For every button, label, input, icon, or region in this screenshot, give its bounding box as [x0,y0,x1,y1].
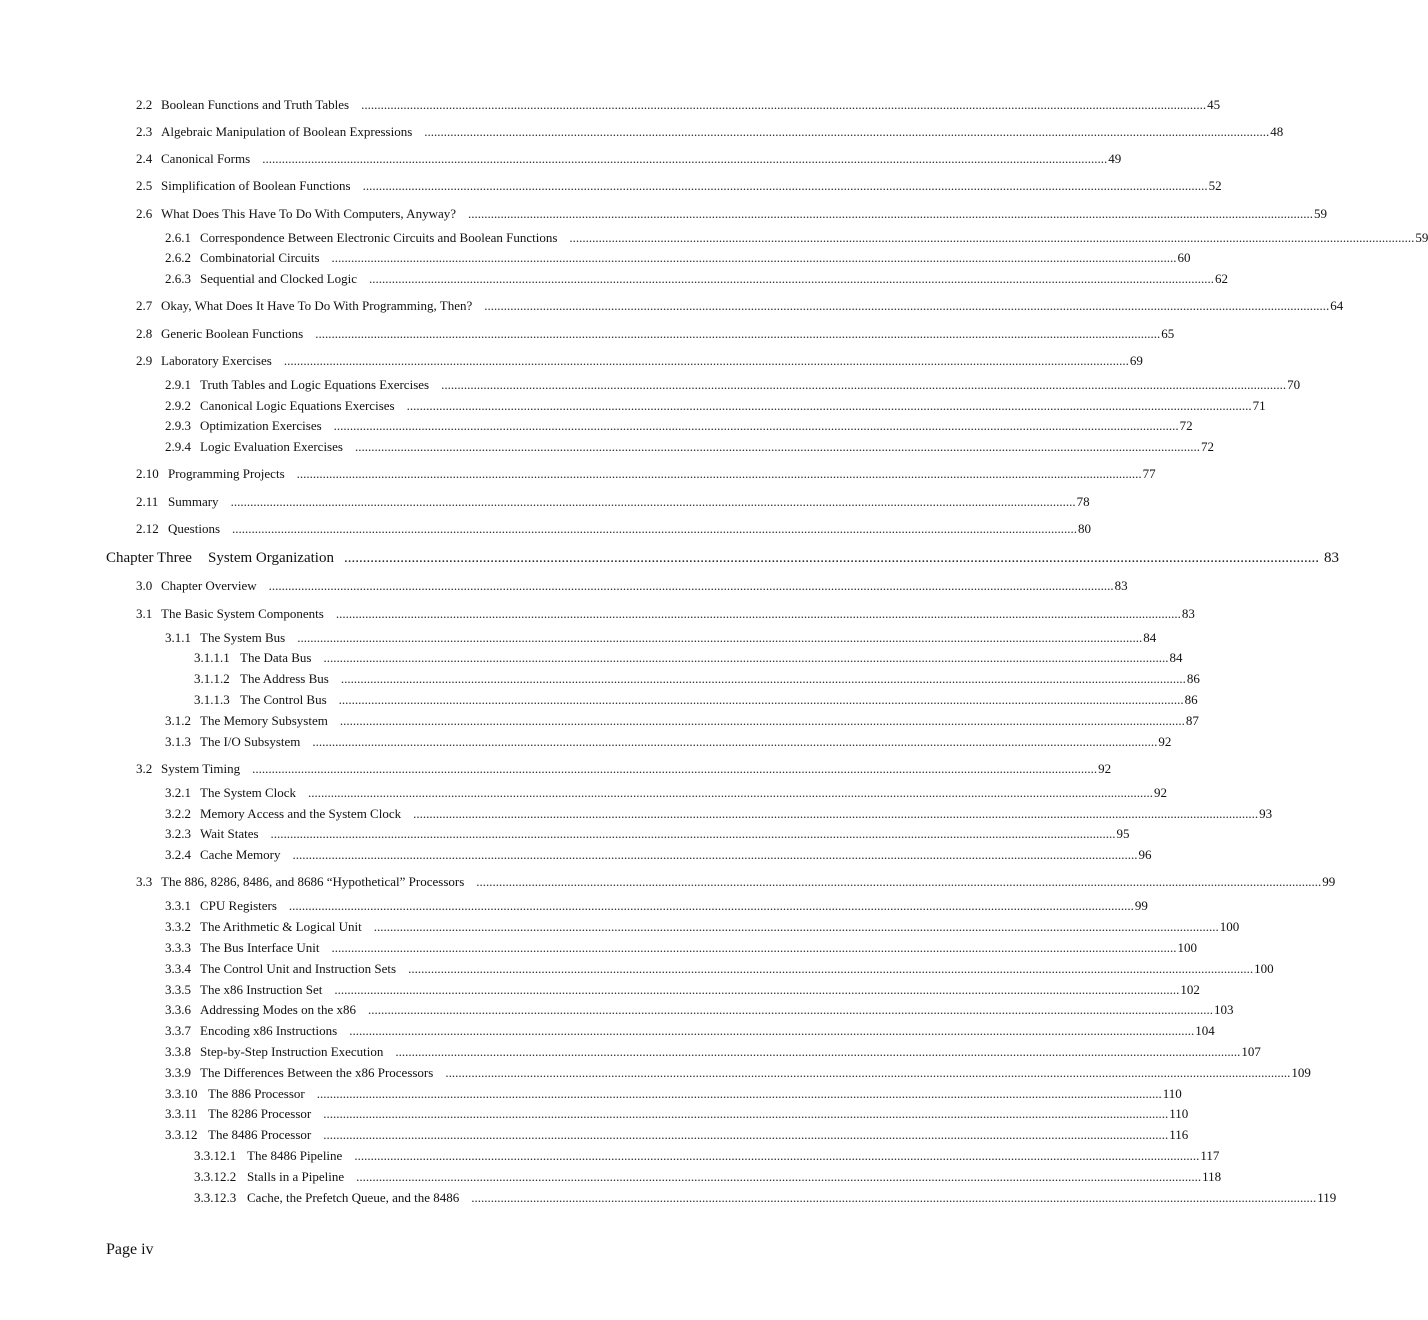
section-number: 3.3.5 [165,982,191,997]
toc-entry [165,250,1191,266]
section-title: The Control Unit and Instruction Sets [200,961,397,976]
section-number: 3.1.3 [165,734,191,749]
toc-entry [136,298,1344,314]
page-number: 95 [1116,826,1130,841]
section-number: 3.3.12.2 [194,1169,237,1184]
page-number: 71 [1252,398,1266,413]
page-number: 72 [1200,439,1214,454]
dot-leader: .................................................................................................................................................................................................................................................................... [252,761,1098,776]
toc-entry [136,761,1112,777]
toc-entry [165,734,1172,750]
toc-entry [165,847,1152,863]
toc-entry [136,178,1222,194]
section-title: Correspondence Between Electronic Circuits and Boolean Functions [200,230,558,245]
toc-entry [165,418,1193,434]
dot-leader: .................................................................................................................................................................................................................................................................... [335,606,1181,621]
section-number: 2.3 [136,124,153,139]
dot-leader: .................................................................................................................................................................................................................................................................... [315,326,1161,341]
dot-leader: .................................................................................................................................................................................................................................................................... [406,398,1252,413]
toc-entry [136,466,1156,482]
dot-leader: .................................................................................................................................................................................................................................................................... [476,874,1322,889]
page-number: 86 [1186,671,1200,686]
page-number: 99 [1322,874,1336,889]
dot-leader: .................................................................................................................................................................................................................................................................... [268,578,1114,593]
section-number: 3.3.3 [165,940,191,955]
section-title: The 886, 8286, 8486, and 8686 “Hypothetical” Processors [161,874,465,889]
page-number: 64 [1330,298,1344,313]
section-number: 3.3.2 [165,919,191,934]
chapter-heading [106,550,1339,567]
page-number: 103 [1214,1002,1234,1017]
dot-leader: .................................................................................................................................................................................................................................................................... [323,1106,1169,1121]
toc-entry [194,1169,1222,1185]
section-number: 3.1.1.3 [194,692,230,707]
section-title: The Differences Between the x86 Processors [200,1065,434,1080]
section-number: 2.10 [136,466,159,481]
page-number: 49 [1108,151,1122,166]
page-number: 45 [1207,97,1221,112]
section-title: The Bus Interface Unit [200,940,320,955]
section-title: Optimization Exercises [200,418,322,433]
page-number: 109 [1291,1065,1311,1080]
toc-entry [165,271,1229,287]
page-number: 70 [1287,377,1301,392]
chapter-number: Chapter Three [106,550,192,566]
dot-leader: .................................................................................................................................................................................................................................................................... [362,178,1208,193]
toc-entry [136,521,1091,537]
dot-leader: .................................................................................................................................................................................................................................................................... [316,1086,1162,1101]
section-title: Simplification of Boolean Functions [161,178,351,193]
section-title: System Timing [161,761,241,776]
section-title: Chapter Overview [161,578,257,593]
page-number: 93 [1259,806,1273,821]
toc-entry [165,1106,1189,1122]
toc-entry [136,326,1175,342]
section-title: What Does This Have To Do With Computers, Anyway? [161,206,457,221]
section-number: 2.12 [136,521,159,536]
toc-entry [194,1190,1337,1206]
toc-entry [165,919,1240,935]
page-number: 83 [1114,578,1128,593]
page-number: 107 [1241,1044,1261,1059]
section-title: The 8486 Processor [208,1127,312,1142]
toc-entry [136,151,1122,167]
page-number: 104 [1195,1023,1215,1038]
section-title: The Basic System Components [161,606,324,621]
dot-leader: .................................................................................................................................................................................................................................................................... [354,1148,1200,1163]
page-number: 78 [1076,494,1090,509]
dot-leader: .................................................................................................................................................................................................................................................................... [334,982,1180,997]
page-number: 92 [1154,785,1168,800]
dot-leader: .................................................................................................................................................................................................................................................................... [445,1065,1291,1080]
section-title: Cache, the Prefetch Queue, and the 8486 [247,1190,460,1205]
page-number: 77 [1142,466,1156,481]
page-number: 118 [1202,1169,1222,1184]
section-number: 2.9 [136,353,153,368]
toc-entry [136,606,1195,622]
section-number: 3.3.6 [165,1002,191,1017]
section-number: 2.9.2 [165,398,191,413]
page-number: 52 [1208,178,1222,193]
page-number: 72 [1179,418,1193,433]
toc-entry [165,713,1199,729]
section-title: Logic Evaluation Exercises [200,439,343,454]
section-number: 3.3.11 [165,1106,198,1121]
dot-leader: .................................................................................................................................................................................................................................................................... [349,1023,1195,1038]
dot-leader: .................................................................................................................................................................................................................................................................... [338,692,1184,707]
section-title: The I/O Subsystem [200,734,301,749]
section-number: 3.3.8 [165,1044,191,1059]
dot-leader: .................................................................................................................................................................................................................................................................... [331,250,1177,265]
section-number: 3.3.10 [165,1086,198,1101]
section-title: Memory Access and the System Clock [200,806,402,821]
page-number: 86 [1184,692,1198,707]
page-number: 99 [1134,898,1148,913]
dot-leader: .................................................................................................................................................................................................................................................................... [333,418,1179,433]
section-title: The Data Bus [240,650,312,665]
section-title: Generic Boolean Functions [161,326,304,341]
section-number: 3.3.12.1 [194,1148,237,1163]
toc-entry [165,1002,1234,1018]
page-footer: Page iv [106,1241,154,1258]
section-number: 2.8 [136,326,153,341]
toc-entry [165,961,1274,977]
toc-entry [165,982,1200,998]
section-title: Canonical Logic Equations Exercises [200,398,395,413]
toc-entry [136,494,1090,510]
section-number: 2.9.1 [165,377,191,392]
page-number: 59 [1415,230,1428,245]
page-number: 59 [1314,206,1328,221]
section-number: 3.1.1.2 [194,671,230,686]
toc-entry [136,353,1143,369]
section-number: 3.3.9 [165,1065,191,1080]
section-number: 3.2.4 [165,847,191,862]
dot-leader: .................................................................................................................................................................................................................................................................... [340,671,1186,686]
toc-entry [136,874,1336,890]
dot-leader: .................................................................................................................................................................................................................................................................... [331,940,1177,955]
dot-leader: .................................................................................................................................................................................................................................................................... [408,961,1254,976]
section-title: The System Clock [200,785,297,800]
page-number: 96 [1138,847,1152,862]
page-number: 110 [1162,1086,1182,1101]
toc-entry [165,230,1428,246]
section-number: 3.1.1.1 [194,650,230,665]
dot-leader: .................................................................................................................................................................................................................................................................... [484,298,1330,313]
section-title: CPU Registers [200,898,277,913]
section-number: 2.9.3 [165,418,191,433]
toc-entry [165,439,1214,455]
dot-leader: .................................................................................................................................................................................................................................................................... [339,713,1185,728]
section-title: The Control Bus [240,692,327,707]
page-number: 110 [1169,1106,1189,1121]
toc-entry [136,97,1221,113]
chapter-title: System Organization [208,550,334,566]
toc-entry [136,206,1328,222]
dot-leader: .................................................................................................................................................................................................................................................................... [323,1127,1169,1142]
section-number: 3.3.12 [165,1127,198,1142]
section-number: 3.2.2 [165,806,191,821]
section-number: 3.0 [136,578,153,593]
page-number: 87 [1185,713,1199,728]
section-number: 2.6.2 [165,250,191,265]
section-number: 2.6.1 [165,230,191,245]
dot-leader: .................................................................................................................................................................................................................................................................... [270,826,1116,841]
dot-leader: .................................................................................................................................................................................................................................................................... [230,494,1076,509]
section-number: 2.9.4 [165,439,191,454]
page-number: 119 [1317,1190,1337,1205]
page-number: 65 [1161,326,1175,341]
page-number: 84 [1143,630,1157,645]
section-title: Laboratory Exercises [161,353,272,368]
dot-leader: .................................................................................................................................................................................................................................................................... [288,898,1134,913]
page-number: 60 [1177,250,1191,265]
dot-leader: .................................................................................................................................................................................................................................................................... [471,1190,1317,1205]
section-number: 3.3.12.3 [194,1190,237,1205]
section-number: 3.1.1 [165,630,191,645]
dot-leader: .................................................................................................................................................................................................................................................................... [232,521,1077,536]
section-number: 3.2.1 [165,785,191,800]
toc-entry [165,940,1197,956]
toc-entry [194,1148,1220,1164]
section-number: 3.2.3 [165,826,191,841]
page-number: 116 [1169,1127,1189,1142]
dot-leader: .................................................................................................................................................................................................................................................................... [354,439,1200,454]
section-title: The 886 Processor [208,1086,305,1101]
page-number: 62 [1215,271,1229,286]
toc-entry [165,1044,1261,1060]
page-number: 84 [1169,650,1183,665]
section-title: The System Bus [200,630,286,645]
section-title: Algebraic Manipulation of Boolean Expressions [161,124,413,139]
page-number: 83 [1323,550,1339,566]
toc-entry [136,124,1284,140]
section-title: Programming Projects [168,466,285,481]
section-title: The Memory Subsystem [200,713,328,728]
dot-leader: .................................................................................................................................................................................................................................................................... [373,919,1219,934]
page-number: 48 [1270,124,1284,139]
dot-leader: .................................................................................................................................................................................................................................................................... [308,785,1154,800]
dot-leader: .................................................................................................................................................................................................................................................................... [413,806,1259,821]
section-title: Encoding x86 Instructions [200,1023,338,1038]
page-number: 92 [1098,761,1112,776]
page-number: 83 [1181,606,1195,621]
section-title: Okay, What Does It Have To Do With Programming, Then? [161,298,473,313]
toc-entry [165,898,1148,914]
dot-leader: .................................................................................................................................................................................................................................................................... [283,353,1129,368]
dot-leader: .................................................................................................................................................................................................................................................................... [395,1044,1241,1059]
section-title: Summary [168,494,219,509]
section-title: Questions [168,521,220,536]
toc-entry [194,671,1200,687]
toc-entry [165,398,1266,414]
toc-entry [165,785,1168,801]
dot-leader: .................................................................................................................................................................................................................................................................... [323,650,1169,665]
toc-entry [165,806,1273,822]
section-number: 3.1 [136,606,153,621]
section-title: Cache Memory [200,847,281,862]
section-title: Canonical Forms [161,151,251,166]
section-number: 2.4 [136,151,153,166]
section-title: Sequential and Clocked Logic [200,271,358,286]
section-title: Wait States [200,826,259,841]
page-number: 100 [1219,919,1240,934]
dot-leader: .................................................................................................................................................................................................................................................................... [262,151,1108,166]
page-number: 80 [1078,521,1091,536]
section-title: The Address Bus [240,671,329,686]
section-number: 3.3 [136,874,153,889]
page-number: 100 [1254,961,1274,976]
section-number: 3.3.1 [165,898,191,913]
section-number: 3.2 [136,761,153,776]
dot-leader: .................................................................................................................................................................................................................................................................... [361,97,1207,112]
section-number: 3.3.4 [165,961,191,976]
section-number: 2.11 [136,494,159,509]
dot-leader: .................................................................................................................................................................................................................................................................... [468,206,1314,221]
section-title: Boolean Functions and Truth Tables [161,97,350,112]
dot-leader: .................................................................................................................................................................................................................................................................... [356,1169,1202,1184]
dot-leader: .................................................................................................................................................................................................................................................................... [569,230,1415,245]
dot-leader: .................................................................................................................................................................................................................................................................... [343,550,1319,566]
dot-leader: .................................................................................................................................................................................................................................................................... [312,734,1158,749]
toc-entry [165,1023,1215,1039]
dot-leader: .................................................................................................................................................................................................................................................................... [297,630,1143,645]
page-number: 69 [1129,353,1143,368]
dot-leader: .................................................................................................................................................................................................................................................................... [369,271,1215,286]
section-number: 3.3.7 [165,1023,191,1038]
page-number: 102 [1180,982,1200,997]
dot-leader: .................................................................................................................................................................................................................................................................... [424,124,1270,139]
toc-entry [165,1127,1189,1143]
section-title: Addressing Modes on the x86 [200,1002,356,1017]
section-title: The x86 Instruction Set [200,982,323,997]
section-title: Truth Tables and Logic Equations Exercises [200,377,430,392]
toc-entry [165,377,1301,393]
toc-entry [194,692,1198,708]
section-title: The Arithmetic & Logical Unit [200,919,362,934]
toc-entry [165,1065,1311,1081]
dot-leader: .................................................................................................................................................................................................................................................................... [441,377,1287,392]
section-number: 2.5 [136,178,153,193]
page-number: 117 [1200,1148,1220,1163]
toc-entry [165,630,1157,646]
section-number: 3.1.2 [165,713,191,728]
dot-leader: .................................................................................................................................................................................................................................................................... [296,466,1142,481]
dot-leader: .................................................................................................................................................................................................................................................................... [292,847,1138,862]
section-number: 2.2 [136,97,153,112]
section-title: The 8486 Pipeline [247,1148,343,1163]
toc-entry [136,578,1128,594]
section-title: The 8286 Processor [208,1106,312,1121]
dot-leader: .................................................................................................................................................................................................................................................................... [368,1002,1213,1017]
section-title: Stalls in a Pipeline [247,1169,345,1184]
section-number: 2.6 [136,206,153,221]
page-number: 92 [1158,734,1172,749]
toc-entry [165,826,1130,842]
section-number: 2.7 [136,298,153,313]
toc-entry [165,1086,1182,1102]
section-title: Combinatorial Circuits [200,250,320,265]
section-number: 2.6.3 [165,271,191,286]
toc-entry [194,650,1183,666]
section-title: Step-by-Step Instruction Execution [200,1044,384,1059]
page-number: 100 [1177,940,1197,955]
